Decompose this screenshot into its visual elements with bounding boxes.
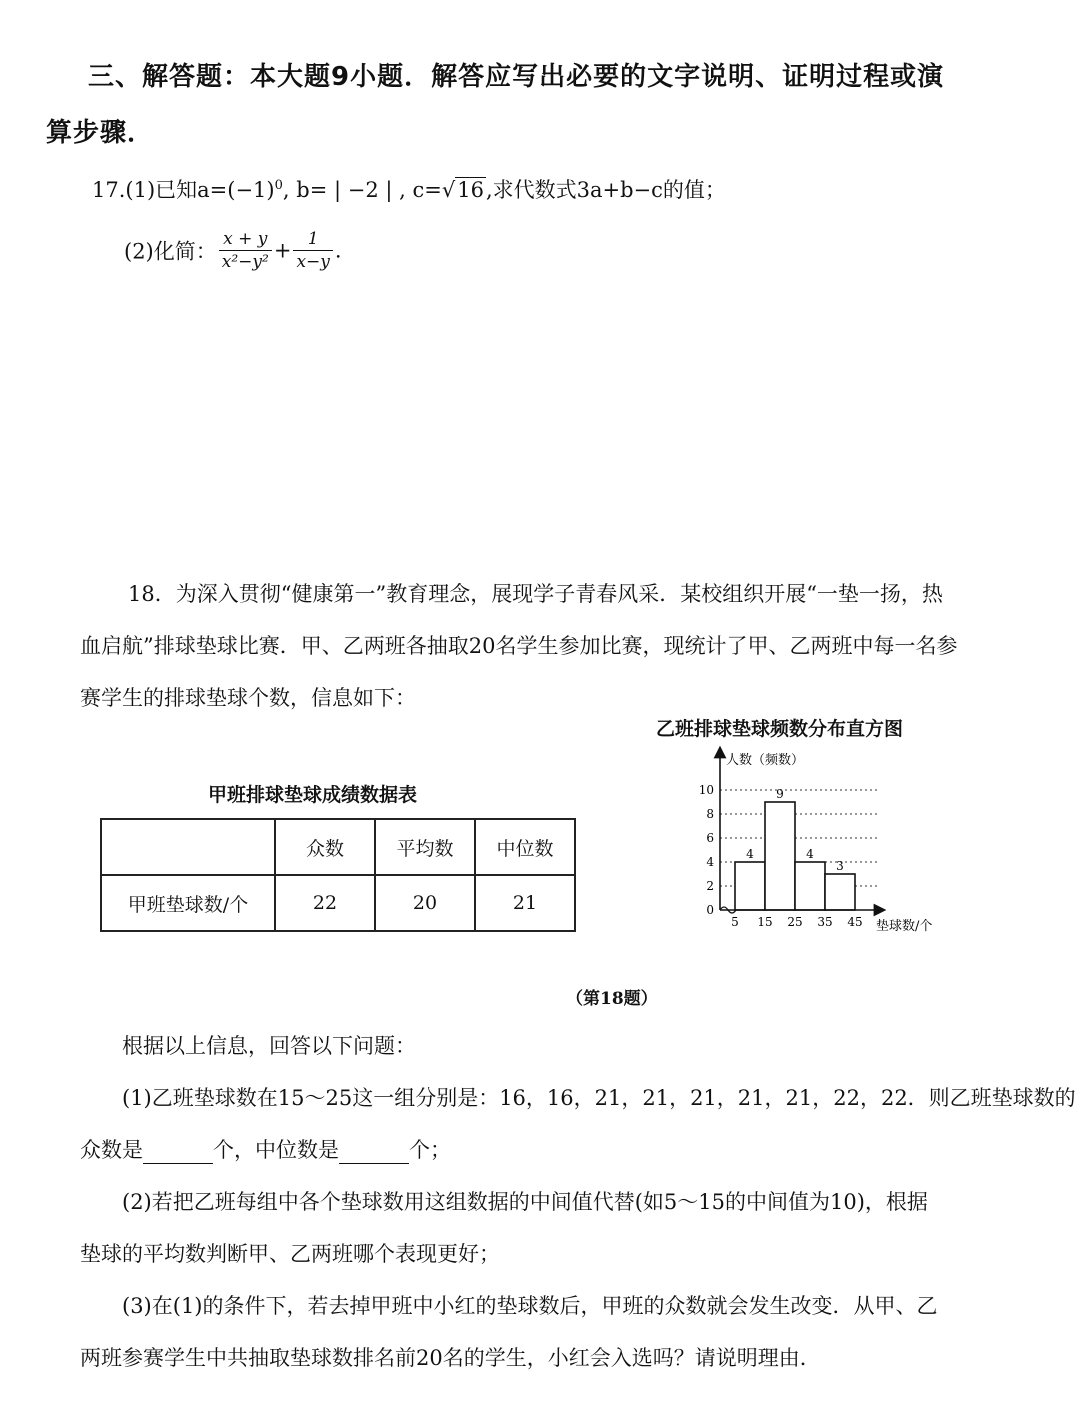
q17-part2-prefix: (2)化简： [124, 239, 217, 264]
table-cell-mean: 20 [375, 875, 475, 931]
questions-intro: 根据以上信息，回答以下问题： [122, 1034, 416, 1058]
y-tick-label: 2 [706, 879, 714, 893]
sub1-end: 个； [409, 1138, 451, 1162]
sub2-line1: (2)若把乙班每组中各个垫球数用这组数据的中间值代替(如5～15的中间值为10)，根据 [122, 1190, 928, 1214]
q17-c-radicand: 16 [457, 178, 484, 202]
sub3-line1: (3)在(1)的条件下，若去掉甲班中小红的垫球数后，甲班的众数就会发生改变．从甲、乙 [122, 1294, 938, 1318]
sub3-line2: 两班参赛学生中共抽取垫球数排名前20名的学生，小红会入选吗？请说明理由． [80, 1346, 821, 1370]
x-tick-label: 45 [847, 915, 863, 929]
bar-data-label: 4 [746, 847, 754, 861]
y-tick-label: 6 [706, 831, 714, 845]
q17-part1-suffix: ,求代数式3a+b−c的值； [485, 178, 726, 202]
q18-intro-line2: 血启航”排球垫球比赛．甲、乙两班各抽取20名学生参加比赛，现统计了甲、乙两班中每一名参 [80, 634, 958, 658]
sub1-line2 [80, 1134, 451, 1164]
table-row-label: 甲班垫球数/个 [101, 875, 275, 931]
q18-intro-line3: 赛学生的排球垫球个数，信息如下： [80, 686, 416, 710]
mode-answer-blank [143, 1143, 213, 1164]
q17-part2-end: . [334, 238, 342, 263]
q17-frac1-numerator: x + y [219, 228, 272, 251]
sub1-median-label: 个，中位数是 [213, 1138, 339, 1162]
q17-fraction-2 [293, 228, 332, 273]
q17-c-definition: c=√ [412, 178, 456, 202]
table-header-row [101, 819, 575, 875]
x-tick-label: 5 [731, 915, 739, 929]
q17-part1 [92, 174, 726, 204]
histogram-bar [795, 862, 825, 910]
histogram-bar [765, 802, 795, 910]
table-header-mode: 众数 [275, 819, 375, 875]
q17-plus-sign: + [273, 238, 292, 263]
q17-frac2-denominator: x−y [296, 252, 330, 272]
chart-title: 乙班排球垫球频数分布直方图 [656, 718, 904, 740]
q17-part2 [124, 228, 342, 273]
table-header-median: 中位数 [475, 819, 575, 875]
y-tick-label: 4 [706, 855, 714, 869]
x-tick-label: 15 [757, 915, 773, 929]
median-answer-blank [339, 1143, 409, 1164]
q17-frac2-numerator: 1 [293, 228, 332, 251]
table-cell-median: 21 [475, 875, 575, 931]
histogram-chart [680, 740, 960, 950]
x-axis-label: 垫球数/个 [876, 919, 933, 934]
sub1-mode-label: 众数是 [80, 1138, 143, 1162]
q17-b-definition: , b= | −2 | , [282, 178, 413, 202]
table-title: 甲班排球垫球成绩数据表 [208, 784, 418, 806]
data-table [100, 818, 576, 932]
bar-data-label: 3 [836, 859, 844, 873]
y-tick-label: 0 [706, 903, 714, 917]
bar-data-label: 4 [806, 847, 814, 861]
q17-frac1-denominator: x²−y² [221, 252, 269, 272]
table-row [101, 875, 575, 931]
histogram-bar [735, 862, 765, 910]
figure-caption: （第18题） [566, 989, 658, 1009]
y-tick-label: 10 [698, 783, 714, 797]
table-cell-mode: 22 [275, 875, 375, 931]
sub1-line1: (1)乙班垫球数在15～25这一组分别是：16，16，21，21，21，21，21，22，22．则乙班垫球数的 [122, 1086, 1076, 1110]
sub2-line2: 垫球的平均数判断甲、乙两班哪个表现更好； [80, 1242, 500, 1266]
table-header-blank [101, 819, 275, 875]
x-tick-label: 25 [787, 915, 803, 929]
x-tick-label: 35 [817, 915, 833, 929]
y-axis-label: 人数（频数） [726, 753, 805, 768]
q17-fraction-1 [219, 228, 272, 273]
q17-part1-prefix: 17.(1)已知 [92, 178, 198, 202]
section-title-line2: 算步骤． [46, 118, 155, 148]
q17-a-definition: a=(−1) [197, 178, 275, 202]
bar-data-label: 9 [776, 787, 784, 801]
histogram-bar [825, 874, 855, 910]
q18-intro-line1: 18．为深入贯彻“健康第一”教育理念，展现学子青春风采．某校组织开展“一垫一扬，热 [128, 582, 943, 606]
y-tick-label: 8 [706, 807, 714, 821]
section-title-line1: 三、解答题：本大题9小题．解答应写出必要的文字说明、证明过程或演 [88, 62, 945, 92]
table-header-mean: 平均数 [375, 819, 475, 875]
q17-a-exponent: 0 [274, 178, 283, 193]
